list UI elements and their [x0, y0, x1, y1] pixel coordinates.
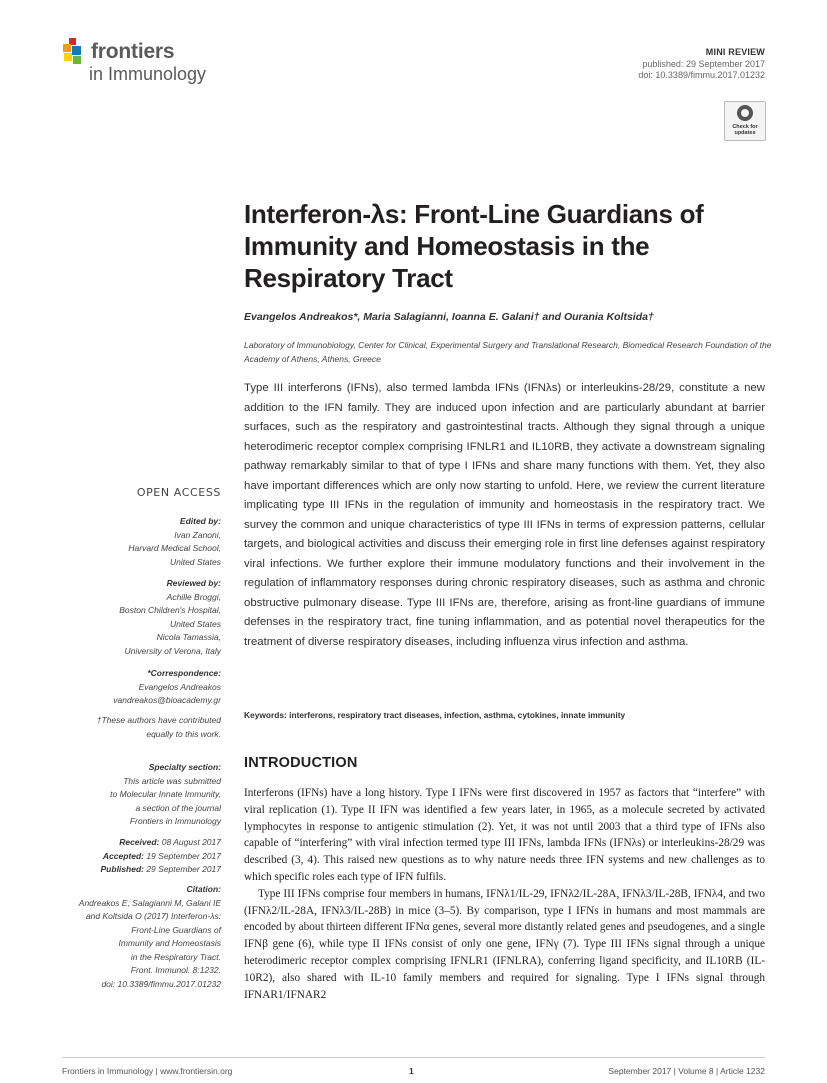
published-date: published: 29 September 2017	[642, 58, 765, 69]
article-header	[638, 47, 765, 82]
author-list: Evangelos Andreakos*, Maria Salagianni, Ioanna E. Galani† and Ourania Koltsida†	[244, 311, 654, 323]
frontiers-logo-icon	[63, 38, 85, 66]
correspondence-email[interactable]: vandreakos@bioacademy.gr	[113, 695, 221, 705]
article-type: MINI REVIEW	[705, 47, 765, 57]
citation-doi[interactable]: doi: 10.3389/fimmu.2017.01232	[101, 978, 221, 989]
edited-by-block: Edited by: Ivan Zanoni, Harvard Medical School, United States	[128, 516, 221, 567]
equal-contribution-note: †These authors have contributed equally to this work.	[96, 715, 221, 739]
journal-brand: frontiers	[91, 40, 175, 63]
journal-name: in Immunology	[89, 64, 207, 84]
correspondence-block: *Correspondence: Evangelos Andreakos vandreakos@bioacademy.gr	[31, 667, 221, 708]
intro-paragraph-2: Type III IFNs comprise four members in humans, IFNλ1/IL-29, IFNλ2/IL-28A, IFNλ3/IL-28B, IFNλ4, and two (IFNλ2/IL-28A, IFNλ3/IL-28B) in mice (3–5). By comparison, type I IFNs in humans and most mammals are encoded by about thirteen different IFNα genes, several more distantly related genes and pseudogenes, and a single IFNβ gene (6), while type II IFNs consist of only one gene, IFNγ (7). Type III IFNs signal through a unique heterodimeric receptor complex comprising IFNLR1 (IFNLRA), conferring ligand specificity, and IL10RB (IL-10R2), also shared with IL-10 family members and required for signaling. Type I IFNs signal through IFNAR1/IFNAR2	[244, 887, 765, 1001]
footer-journal-link[interactable]: Frontiers in Immunology | www.frontiersin.org	[62, 1066, 233, 1076]
author-affiliation: Laboratory of Immunobiology, Center for Clinical, Experimental Surgery and Translational Research, Biomedical Research Foundation of the Academy of Athens, Athens, Greece	[244, 340, 772, 364]
article-doi[interactable]: doi: 10.3389/fimmu.2017.01232	[638, 70, 765, 80]
reviewed-by-block: Reviewed by: Achille Broggi, Boston Children's Hospital, United States Nicola Tamassia, University of Verona, Italy	[119, 578, 221, 656]
check-updates-icon	[737, 105, 753, 121]
citation-block: Citation: Andreakos E, Salagianni M, Galani IE and Koltsida O (2017) Interferon-λs: Front-Line Guardians of Immunity and Homeostasis in the Respiratory Tract. Front. Immunol. 8:1232. doi: 10.3389/fimmu.2017.01232	[31, 883, 221, 991]
footer-issue-info: September 2017 | Volume 8 | Article 1232	[608, 1066, 765, 1076]
keywords-label: Keywords:	[244, 710, 287, 720]
page-number: 1	[409, 1066, 414, 1076]
article-title: Interferon-λs: Front-Line Guardians of Immunity and Homeostasis in the Respiratory Tract	[244, 199, 704, 293]
intro-paragraph-1: Interferons (IFNs) have a long history. Type I IFNs were first discovered in 1957 as factors that “interfere” with viral replication (1). Type II IFN was identified a few years later, in 1965, as a molecule secreted by activated lymphocytes in response to antigenic stimulation (2). Yet, it was not until 2003 that a third type of IFNs also capable of “interfering” with viral infection termed type III IFNs, lambda IFNs (IFNλs) or interleukins-28/29 was described (3, 4). This raised new questions as to why nature needs three IFN systems and new challenges as to which specific roles each type of IFN fulfils.	[244, 787, 765, 883]
journal-logo[interactable]	[63, 38, 263, 88]
keywords	[244, 710, 765, 720]
footer-divider	[62, 1057, 765, 1058]
keywords-list: interferons, respiratory tract diseases, infection, asthma, cytokines, innate immunity	[289, 710, 626, 720]
dates-block: Received: 08 August 2017 Accepted: 19 September 2017 Published: 29 September 2017	[100, 837, 221, 874]
section-heading-introduction: INTRODUCTION	[244, 755, 358, 771]
check-updates-label: Check for updates	[732, 124, 758, 136]
introduction-body	[244, 785, 765, 1003]
specialty-section-block: Specialty section: This article was submitted to Molecular Innate Immunity, a section of the journal Frontiers in Immunology	[110, 762, 221, 826]
abstract: Type III interferons (IFNs), also termed lambda IFNs (IFNλs) or interleukins-28/29, constitute a new addition to the IFN family. They are induced upon infection and are particularly abundant at barrier surfaces, such as the respiratory and gastrointestinal tracts. Although they signal through a unique heterodimeric receptor complex comprising IFNLR1 and IL10RB, they activate a downstream signaling pathway remarkably similar to that of type I IFNs and share many functions with them. Yet, they also have important differences which are only now starting to unfold. Here, we review the current literature implicating type III IFNs in the regulation of immunity and homeostasis in the respiratory tract. We survey the common and unique characteristics of type III IFNs in terms of expression patterns, cellular targets, and biological activities and discuss their emerging role in first line defenses against respiratory viral infections. We further explore their immune modulatory functions and their involvement in the regulation of inflammatory responses during chronic respiratory diseases, such as asthma and chronic obstructive pulmonary disease. Type III IFNs are, therefore, arising as front-line guardians of immune defenses in the respiratory tract, fine tuning inflammation, and as potential novel therapeutics for the treatment of diverse respiratory diseases, including influenza virus infection and asthma.	[244, 382, 765, 648]
open-access-label: OPEN ACCESS	[136, 486, 221, 499]
check-for-updates-button[interactable]	[724, 101, 766, 141]
